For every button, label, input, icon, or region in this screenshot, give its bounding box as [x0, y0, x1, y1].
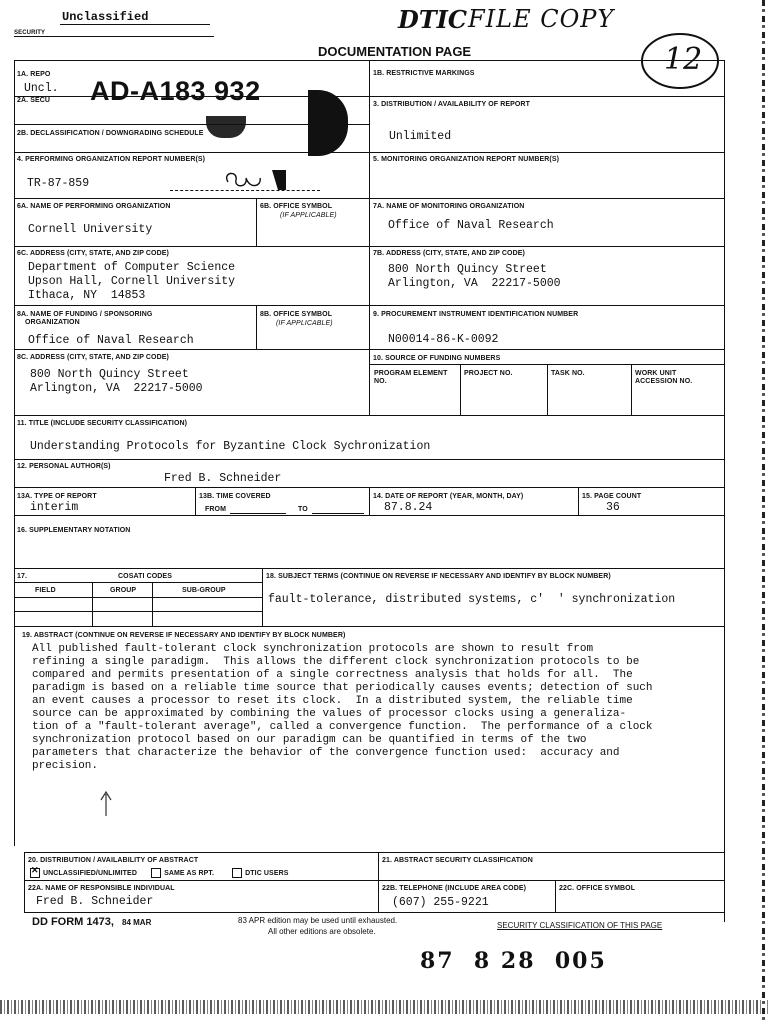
file-copy-stamp: FILE COPY [468, 5, 615, 33]
date-stamp: 87 8 28 005 [420, 948, 607, 974]
abstract-line-10: precision. [32, 760, 99, 772]
unclassified-checkbox[interactable] [30, 868, 40, 878]
box-13a-label: 13A. TYPE OF REPORT [17, 493, 97, 500]
box-15-value: 36 [606, 501, 620, 514]
box-13b-label: 13B. TIME COVERED [199, 493, 271, 500]
box-8c-label: 8C. ADDRESS (CITY, STATE, AND ZIP CODE) [17, 354, 169, 361]
abstract-line-6: source can be approximated by combining the values of processor clocks using a generaliza- [32, 708, 627, 720]
box-3-label: 3. DISTRIBUTION / AVAILABILITY OF REPORT [373, 101, 530, 108]
box-8a-value: Office of Naval Research [28, 334, 194, 347]
box-7b-label: 7B. ADDRESS (CITY, STATE, AND ZIP CODE) [373, 250, 525, 257]
security-header-label: SECURITY [14, 30, 46, 36]
box-17-title: COSATI CODES [118, 573, 172, 580]
box-1b-label: 1B. RESTRICTIVE MARKINGS [373, 70, 475, 77]
box-10-label: 10. SOURCE OF FUNDING NUMBERS [373, 355, 501, 362]
box-8b-label: 8B. OFFICE SYMBOL [260, 311, 333, 318]
dtic-stamp: DTIC [398, 5, 467, 34]
dtic-users-checkbox[interactable] [232, 868, 242, 878]
box-7b-line-1: 800 North Quincy Street [388, 263, 547, 276]
box-5-label: 5. MONITORING ORGANIZATION REPORT NUMBER(S) [373, 156, 560, 163]
box-4-label: 4. PERFORMING ORGANIZATION REPORT NUMBER(S) [17, 156, 206, 163]
box-2b-label: 2B. DECLASSIFICATION / DOWNGRADING SCHEDULE [17, 130, 204, 137]
box-6b-label: 6B. OFFICE SYMBOL [260, 203, 333, 210]
unclassified-option-label: UNCLASSIFIED/UNLIMITED [43, 869, 137, 877]
box-9-value: N00014-86-K-0092 [388, 333, 499, 346]
box-10-work-unit: WORK UNIT ACCESSION NO. [635, 370, 693, 385]
same-as-rpt-checkbox[interactable] [151, 868, 161, 878]
box-7a-value: Office of Naval Research [388, 219, 554, 232]
scan-noise-bottom [0, 1000, 770, 1014]
box-18-label: 18. SUBJECT TERMS (CONTINUE ON REVERSE IF NECESSARY AND IDENTIFY BY BLOCK NUMBER) [266, 573, 611, 580]
box-13b-from: FROM [205, 506, 227, 513]
classification-mark: Unclassified [62, 10, 149, 24]
box-10-program-element: PROGRAM ELEMENT NO. [374, 370, 448, 385]
box-22b-label: 22B. TELEPHONE (INCLUDE AREA CODE) [382, 885, 527, 892]
security-classification-footer: SECURITY CLASSIFICATION OF THIS PAGE [497, 921, 663, 930]
box-6c-label: 6C. ADDRESS (CITY, STATE, AND ZIP CODE) [17, 250, 169, 257]
box-2a-label: 2A. SECU [17, 97, 51, 104]
box-1a-value: Uncl. [24, 82, 59, 95]
box-17-label: 17. [17, 573, 28, 580]
box-20-options [30, 868, 289, 878]
box-17-group: GROUP [110, 587, 137, 594]
same-as-rpt-label: SAME AS RPT. [164, 869, 215, 877]
box-12-label: 12. PERSONAL AUTHOR(S) [17, 463, 111, 470]
box-21-label: 21. ABSTRACT SECURITY CLASSIFICATION [382, 857, 533, 864]
box-13b-to: TO [298, 506, 308, 513]
box-22c-label: 22C. OFFICE SYMBOL [559, 885, 636, 892]
box-22a-value: Fred B. Schneider [36, 895, 154, 908]
box-7b-line-2: Arlington, VA 22217-5000 [388, 277, 561, 290]
d-stamp-icon [308, 90, 348, 156]
circled-number: 12 [664, 42, 703, 77]
abstract-line-4: paradigm is based on a reliable time source that periodically causes events; detection of such [32, 682, 653, 694]
box-8a-label-2: ORGANIZATION [25, 319, 80, 326]
edition-note-2: All other editions are obsolete. [268, 927, 376, 936]
abstract-line-1: All published fault-tolerant clock synchronization protocols are shown to result from [32, 643, 594, 655]
box-8a-label: 8A. NAME OF FUNDING / SPONSORING [17, 311, 153, 318]
abstract-line-2: refining a single paradigm. This allows the different clock synchronization protocols to be [32, 656, 640, 668]
abstract-line-5: an event causes a processor to reset its clock. In a distributed system, the reliable time [32, 695, 633, 707]
dtic-users-label: DTIC USERS [245, 869, 289, 877]
form-date: 84 MAR [122, 918, 152, 927]
box-10-project-no: PROJECT NO. [464, 370, 513, 377]
box-6c-line-1: Department of Computer Science [28, 261, 236, 274]
box-6c-line-2: Upson Hall, Cornell University [28, 275, 236, 288]
box-10-task-no: TASK NO. [551, 370, 585, 377]
box-18-value: fault-tolerance, distributed systems, c' ' synchronization [268, 593, 676, 606]
form-title: DOCUMENTATION PAGE [318, 44, 472, 59]
box-6c-line-3: Ithaca, NY 14853 [28, 289, 146, 302]
box-13a-value: interim [30, 501, 79, 514]
abstract-line-3: compared and permits presentation of a single correctness analysis that holds for all. The [32, 669, 633, 681]
pencil-arrow-icon [96, 788, 116, 818]
box-11-value: Understanding Protocols for Byzantine Clock Sychronization [30, 440, 431, 453]
box-7a-label: 7A. NAME OF MONITORING ORGANIZATION [373, 203, 525, 210]
box-6b-note: (IF APPLICABLE) [280, 212, 337, 219]
box-14-label: 14. DATE OF REPORT (YEAR, MONTH, DAY) [373, 493, 524, 500]
box-19-label: 19. ABSTRACT (CONTINUE ON REVERSE IF NECESSARY AND IDENTIFY BY BLOCK NUMBER) [22, 632, 346, 639]
box-6a-label: 6A. NAME OF PERFORMING ORGANIZATION [17, 203, 171, 210]
abstract-line-8: synchronization protocol based on our paradigm can be quantified in terms of the two [32, 734, 587, 746]
box-16-label: 16. SUPPLEMENTARY NOTATION [17, 527, 131, 534]
box-8c-line-1: 800 North Quincy Street [30, 368, 189, 381]
box-1a-label: 1A. REPO [17, 71, 51, 78]
box-12-value: Fred B. Schneider [164, 472, 282, 485]
box-14-value: 87.8.24 [384, 501, 433, 514]
box-11-label: 11. TITLE (INCLUDE SECURITY CLASSIFICATION) [17, 420, 188, 427]
abstract-line-9: parameters that characterize the behavior of the convergence function used: accuracy and [32, 747, 620, 759]
scan-noise-right [762, 0, 765, 1024]
form-id: DD FORM 1473, [32, 916, 114, 928]
box-17-field: FIELD [35, 587, 56, 594]
box-8b-note: (IF APPLICABLE) [276, 320, 333, 327]
box-8c-line-2: Arlington, VA 22217-5000 [30, 382, 203, 395]
box-17-subgroup: SUB-GROUP [182, 587, 226, 594]
box-22a-label: 22A. NAME OF RESPONSIBLE INDIVIDUAL [28, 885, 175, 892]
box-4-value: TR-87-859 [27, 177, 90, 190]
ad-number: AD-A183 932 [90, 76, 261, 106]
edition-note-1: 83 APR edition may be used until exhausted. [238, 916, 398, 925]
abstract-line-7: tion of a "fault-tolerant average", called a convergence function. The performance of a clock [32, 721, 653, 733]
box-20-label: 20. DISTRIBUTION / AVAILABILITY OF ABSTRACT [28, 857, 199, 864]
security-underline [14, 36, 214, 37]
box-3-value: Unlimited [389, 130, 452, 143]
box-15-label: 15. PAGE COUNT [582, 493, 642, 500]
s-stamp-icon [206, 116, 246, 138]
box-9-label: 9. PROCUREMENT INSTRUMENT IDENTIFICATION NUMBER [373, 311, 579, 318]
box-6a-value: Cornell University [28, 223, 153, 236]
box-22b-value: (607) 255-9221 [392, 896, 489, 909]
